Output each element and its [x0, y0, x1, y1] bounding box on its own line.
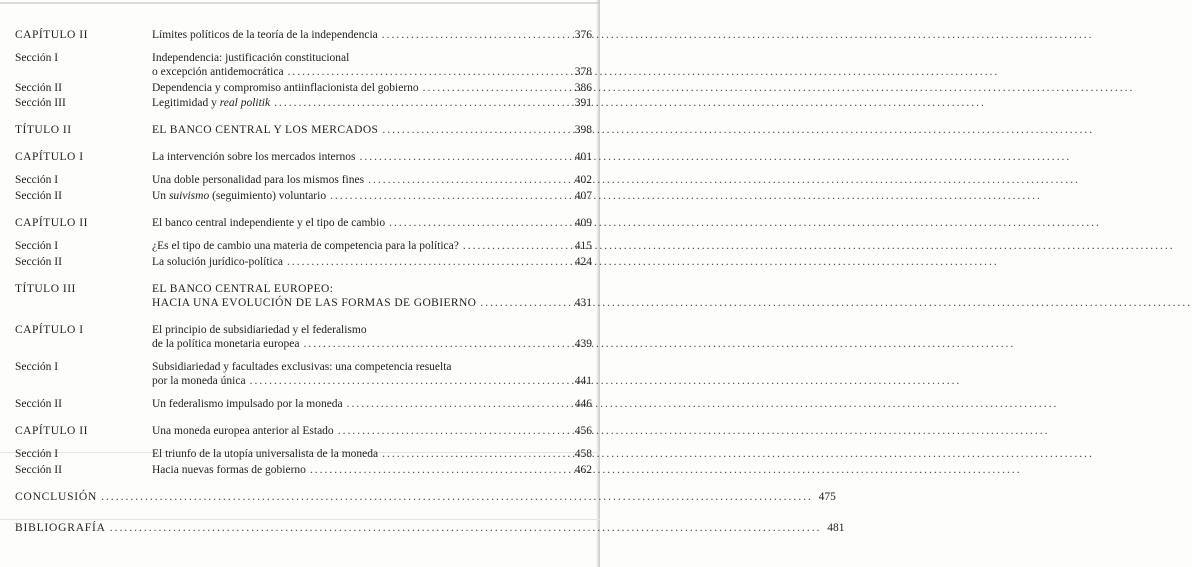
- toc-line: [15, 490, 836, 504]
- title-text: [152, 189, 326, 203]
- dot-leader: [101, 490, 813, 504]
- page-number: 462: [574, 464, 592, 476]
- entry-content: [152, 150, 592, 164]
- title-text-part: Dependencia y compromiso antiinflacionista del gobierno: [152, 82, 419, 94]
- toc-line: [152, 81, 592, 95]
- title-text: [152, 51, 349, 65]
- entry-content: [152, 239, 592, 253]
- title-text-part: Un federalismo impulsado por la moneda: [152, 398, 343, 410]
- toc-line: [152, 360, 592, 374]
- title-text: [152, 447, 378, 461]
- toc-entry: [15, 447, 592, 461]
- dot-leader: [110, 521, 822, 535]
- entry-label: CAPÍTULO I: [15, 324, 84, 336]
- page-number: 456: [574, 425, 592, 437]
- entry-content: [152, 28, 592, 42]
- entry-label: Sección III: [15, 97, 66, 109]
- entry-content: [152, 81, 592, 95]
- entry-content: [152, 216, 592, 230]
- toc-entry: [15, 424, 592, 438]
- title-text-part: El principio de subsidiariedad y el federalismo: [152, 324, 367, 336]
- page-number: 407: [574, 190, 592, 202]
- title-text-part: Hacia nuevas formas de gobierno: [152, 464, 306, 476]
- entry-content: [152, 189, 592, 203]
- entry-label: CAPÍTULO I: [15, 151, 84, 163]
- toc-entry: [15, 173, 592, 187]
- title-text-part: (seguimiento) voluntario: [209, 190, 327, 202]
- dot-leader: [359, 150, 569, 164]
- entry-content: [152, 323, 592, 351]
- entry-content: [152, 96, 592, 110]
- entry-content: [152, 173, 592, 187]
- page-number: 415: [574, 240, 592, 252]
- title-text: [152, 282, 333, 296]
- toc-line: [152, 463, 592, 477]
- page-number: 475: [818, 491, 836, 503]
- entry-label: CAPÍTULO II: [15, 217, 88, 229]
- entry-label: TÍTULO II: [15, 124, 72, 136]
- toc-entry: [15, 490, 836, 504]
- title-text: [152, 397, 343, 411]
- entry-content: [152, 51, 592, 79]
- toc-entries: [15, 28, 845, 535]
- entry-label: Sección I: [15, 240, 59, 252]
- entry-label: CONCLUSIÓN: [15, 491, 98, 503]
- entry-content: [152, 424, 592, 438]
- title-text: [152, 424, 334, 438]
- toc-entry: [15, 123, 592, 137]
- page-number: 398: [574, 124, 592, 136]
- dot-leader: [382, 123, 569, 137]
- entry-content: [152, 123, 592, 137]
- toc-line: [152, 189, 592, 203]
- toc-entry: [15, 360, 592, 388]
- toc-entry: [15, 51, 592, 79]
- title-text: [152, 123, 378, 137]
- entry-label: Sección II: [15, 464, 62, 476]
- title-text-part: El triunfo de la utopía universalista de la moneda: [152, 448, 379, 460]
- toc-line: [152, 296, 592, 310]
- toc-line: [15, 521, 845, 535]
- page-number: 409: [574, 217, 592, 229]
- title-text: [152, 96, 270, 110]
- dot-leader: [310, 463, 569, 477]
- entry-label: Sección I: [15, 448, 59, 460]
- title-text-part: EL BANCO CENTRAL Y LOS MERCADOS: [152, 124, 379, 136]
- scan-artifact: [0, 2, 600, 4]
- toc-line: [152, 150, 592, 164]
- toc-entry: [15, 150, 592, 164]
- title-text: [152, 65, 284, 79]
- entry-label: Sección I: [15, 174, 59, 186]
- title-text-part: real politik: [219, 97, 271, 109]
- dot-leader: [274, 96, 569, 110]
- title-text-part: La intervención sobre los mercados internos: [152, 151, 356, 163]
- page-number: 431: [574, 297, 592, 309]
- title-text-part: Legitimidad y: [152, 97, 220, 109]
- dot-leader: [480, 296, 569, 310]
- title-text: [152, 463, 306, 477]
- dot-leader: [250, 374, 569, 388]
- page-number: 386: [574, 82, 592, 94]
- title-text-part: o excepción antidemocrática: [152, 66, 284, 78]
- title-text-part: HACIA UNA EVOLUCIÓN DE LAS FORMAS DE GOBIERNO: [152, 297, 477, 309]
- dot-leader: [304, 337, 569, 351]
- entry-content: [152, 447, 592, 461]
- toc-line: [152, 282, 592, 296]
- title-text: [152, 255, 283, 269]
- toc-entry: [15, 463, 592, 477]
- entry-label: Sección II: [15, 398, 62, 410]
- title-text-part: suivismo: [168, 190, 210, 202]
- title-text-part: El banco central independiente y el tipo de cambio: [152, 217, 386, 229]
- dot-leader: [423, 81, 569, 95]
- page-number: 391: [574, 97, 592, 109]
- toc-line: [152, 424, 592, 438]
- toc-entry: [15, 282, 592, 310]
- title-text-part: Un: [152, 190, 169, 202]
- dot-leader: [368, 173, 569, 187]
- title-text-part: ¿Es el tipo de cambio una materia de competencia para la política?: [152, 240, 459, 252]
- entry-label: Sección I: [15, 52, 59, 64]
- toc-line: [152, 173, 592, 187]
- entry-content: [152, 282, 592, 310]
- entry-label: Sección II: [15, 256, 62, 268]
- title-text: [152, 216, 385, 230]
- toc-line: [152, 123, 592, 137]
- title-text-part: Una doble personalidad para los mismos fines: [152, 174, 365, 186]
- entry-label: TÍTULO III: [15, 283, 76, 295]
- title-text-part: Independencia: justificación constitucional: [152, 52, 350, 64]
- page-number: 401: [574, 151, 592, 163]
- entry-label: Sección II: [15, 82, 62, 94]
- page-number: 424: [574, 256, 592, 268]
- toc-line: [152, 337, 592, 351]
- toc-entry: [15, 28, 592, 42]
- dot-leader: [338, 424, 569, 438]
- toc-entry: [15, 239, 592, 253]
- title-text: [152, 239, 459, 253]
- entry-label: Sección II: [15, 190, 62, 202]
- dot-leader: [382, 447, 569, 461]
- toc-entry: [15, 81, 592, 95]
- toc-line: [152, 374, 592, 388]
- title-text-part: Una moneda europea anterior al Estado: [152, 425, 334, 437]
- toc-entry: [15, 255, 592, 269]
- toc-line: [152, 397, 592, 411]
- entry-label: CAPÍTULO II: [15, 29, 88, 41]
- entry-label: CAPÍTULO II: [15, 425, 88, 437]
- title-text: [152, 323, 367, 337]
- toc-line: [152, 323, 592, 337]
- page-number: 378: [574, 66, 592, 78]
- toc-line: [152, 239, 592, 253]
- toc-entry: [15, 323, 592, 351]
- dot-leader: [463, 239, 569, 253]
- dot-leader: [382, 28, 569, 42]
- title-text-part: Límites políticos de la teoría de la independencia: [152, 29, 378, 41]
- page-number: 439: [574, 338, 592, 350]
- page-number: 481: [827, 522, 845, 534]
- dot-leader: [330, 189, 569, 203]
- title-text-part: por la moneda única: [152, 375, 246, 387]
- page-number: 376: [574, 29, 592, 41]
- toc-entry: [15, 397, 592, 411]
- entry-content: [152, 255, 592, 269]
- entry-content: [152, 360, 592, 388]
- title-text-part: EL BANCO CENTRAL EUROPEO:: [152, 283, 334, 295]
- dot-leader: [288, 65, 569, 79]
- title-text: [152, 296, 476, 310]
- toc-line: [152, 96, 592, 110]
- title-text: [152, 337, 300, 351]
- title-text: [152, 81, 419, 95]
- entry-label: BIBLIOGRAFÍA: [15, 522, 106, 534]
- page-number: 458: [574, 448, 592, 460]
- dot-leader: [287, 255, 569, 269]
- toc-line: [152, 216, 592, 230]
- title-text-part: La solución jurídico-política: [152, 256, 283, 268]
- title-text: [152, 374, 246, 388]
- page-number: 402: [574, 174, 592, 186]
- toc-line: [152, 51, 592, 65]
- toc-entry: [15, 216, 592, 230]
- toc-entry: [15, 96, 592, 110]
- entry-content: [152, 397, 592, 411]
- toc-entry: [15, 189, 592, 203]
- toc-line: [152, 65, 592, 79]
- title-text: [152, 150, 355, 164]
- dot-leader: [347, 397, 569, 411]
- toc-entry: [15, 521, 845, 535]
- page-number: 441: [574, 375, 592, 387]
- toc-line: [152, 447, 592, 461]
- toc-line: [152, 255, 592, 269]
- entry-label: Sección I: [15, 361, 59, 373]
- title-text: [152, 28, 378, 42]
- entry-content: [152, 463, 592, 477]
- page-number: 446: [574, 398, 592, 410]
- title-text-part: de la política monetaria europea: [152, 338, 300, 350]
- title-text: [152, 173, 364, 187]
- toc-line: [152, 28, 592, 42]
- title-text: [152, 360, 452, 374]
- dot-leader: [389, 216, 569, 230]
- title-text-part: Subsidiariedad y facultades exclusivas: una competencia resuelta: [152, 361, 452, 373]
